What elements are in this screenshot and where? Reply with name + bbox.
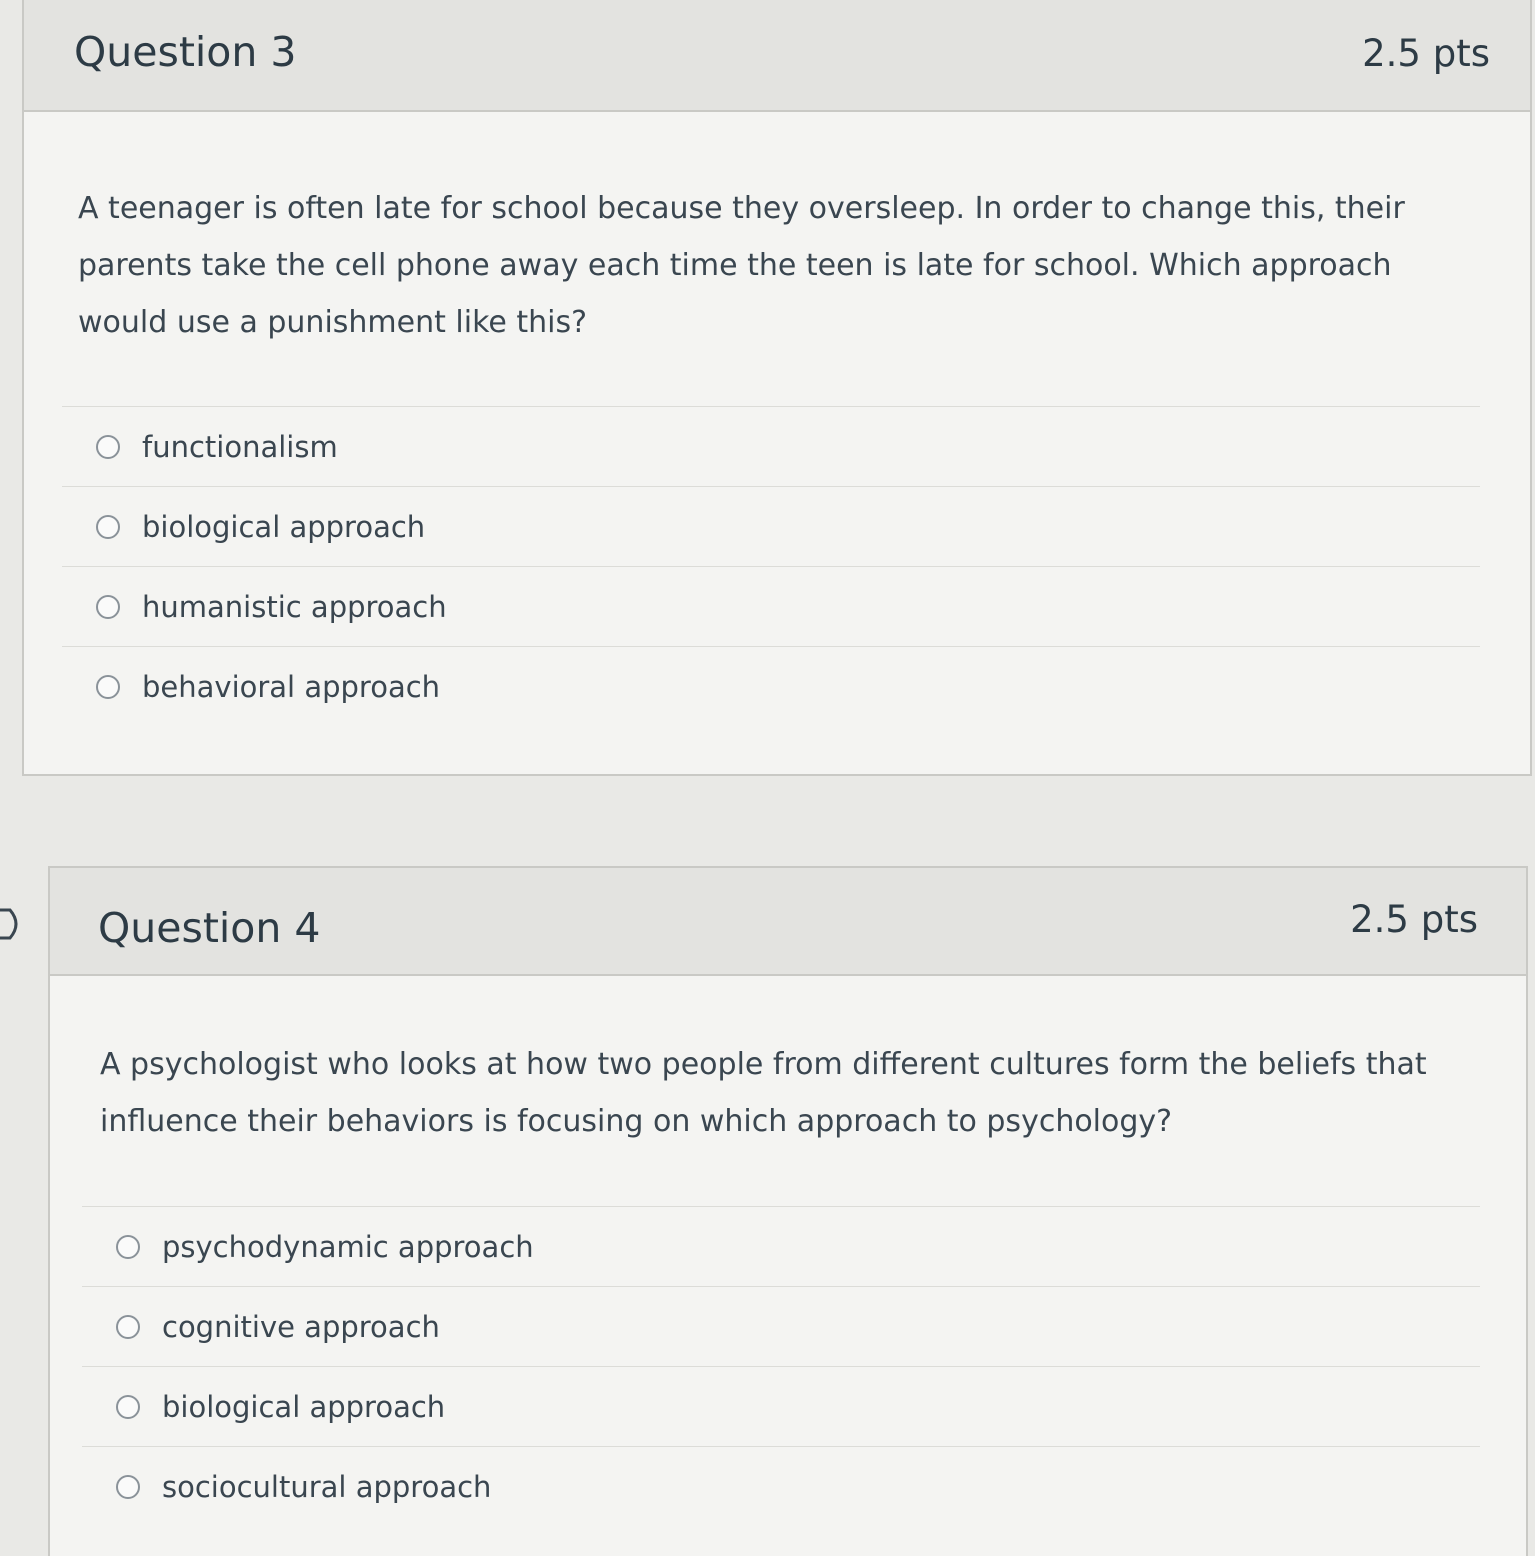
radio-button-icon[interactable] xyxy=(116,1475,140,1499)
question-3-header xyxy=(24,0,1530,112)
answer-label: biological approach xyxy=(162,1389,446,1424)
question-4-answers xyxy=(82,1206,1480,1526)
radio-button-icon[interactable] xyxy=(116,1315,140,1339)
radio-button-icon[interactable] xyxy=(116,1235,140,1259)
question-4-text: A psychologist who looks at how two people from different cultures form the beliefs that influence their behaviors is focusing on which approach to psychology? xyxy=(100,1047,1427,1139)
radio-button-icon[interactable] xyxy=(96,515,120,539)
flag-marker-icon[interactable] xyxy=(0,906,24,942)
question-3-points: 2.5 pts xyxy=(1362,32,1490,75)
radio-button-icon[interactable] xyxy=(96,595,120,619)
question-3-text: A teenager is often late for school because they oversleep. In order to change this, their parents take the cell phone away each time the teen is late for school. Which approach would use a punishment like this? xyxy=(78,191,1405,340)
question-4-title: Question 4 xyxy=(98,904,321,952)
answer-option[interactable] xyxy=(62,406,1480,486)
answer-label: cognitive approach xyxy=(162,1309,440,1344)
radio-button-icon[interactable] xyxy=(116,1395,140,1419)
radio-button-icon[interactable] xyxy=(96,435,120,459)
question-3-title: Question 3 xyxy=(74,28,297,76)
answer-label: psychodynamic approach xyxy=(162,1229,534,1264)
answer-option[interactable] xyxy=(82,1286,1480,1366)
answer-label: humanistic approach xyxy=(142,589,447,624)
answer-option[interactable] xyxy=(62,486,1480,566)
question-3-answers xyxy=(62,406,1480,726)
answer-label: biological approach xyxy=(142,509,426,544)
question-4-points: 2.5 pts xyxy=(1350,898,1478,941)
answer-option[interactable] xyxy=(82,1366,1480,1446)
answer-option[interactable] xyxy=(82,1446,1480,1526)
answer-option[interactable] xyxy=(62,566,1480,646)
answer-label: functionalism xyxy=(142,429,338,464)
radio-button-icon[interactable] xyxy=(96,675,120,699)
answer-option[interactable] xyxy=(82,1206,1480,1286)
question-4-header xyxy=(50,868,1526,976)
answer-label: behavioral approach xyxy=(142,669,441,704)
answer-option[interactable] xyxy=(62,646,1480,726)
answer-label: sociocultural approach xyxy=(162,1469,492,1504)
